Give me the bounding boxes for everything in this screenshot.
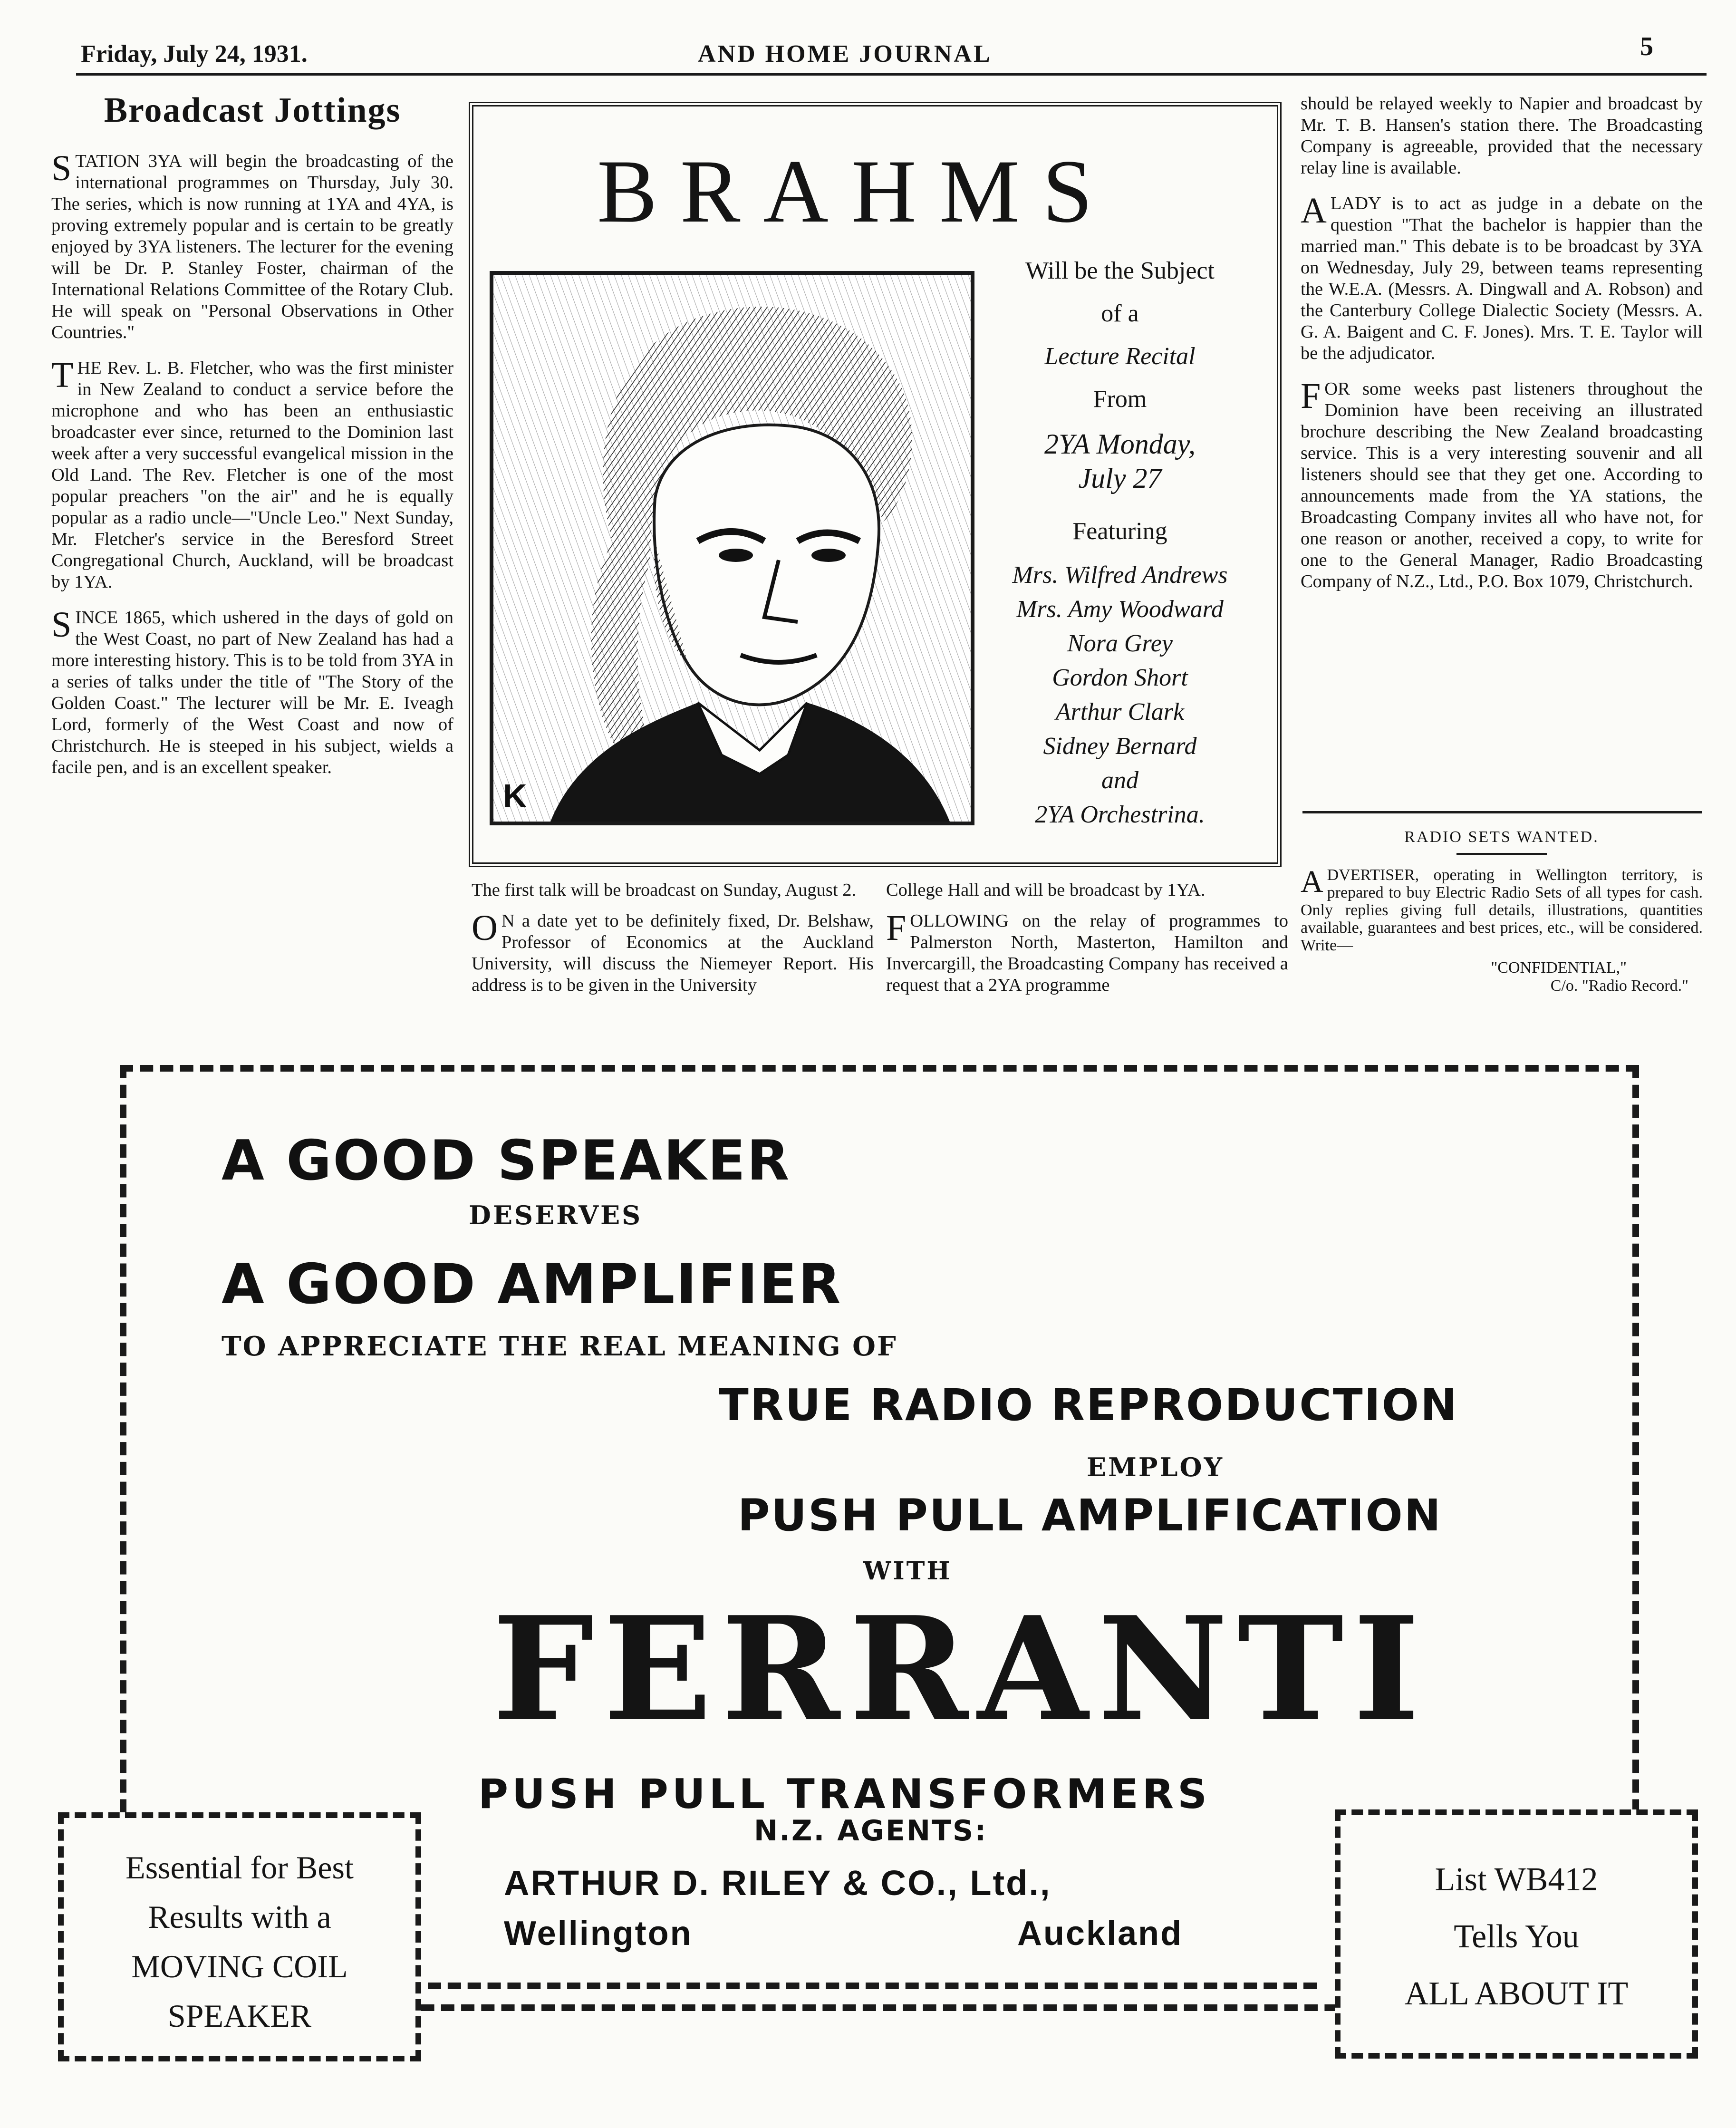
announcement-line: of a	[1101, 300, 1139, 327]
paragraph-text: HE Rev. L. B. Fletcher, who was the first minister in New Zealand to conduct a service before the microphone and who has been an enthusiastic broadcaster ever since, returned to the Dominion last week after a very successful evangelical mission in the Old Land. The Rev. Fletcher is one of the most popular preachers "on the air" and he is equally popular as a radio uncle—"Uncle Leo." Next Sunday, Mr. Fletcher's service in the Beresford Street Congregational Church, Auckland, will be broadcast by 1YA.	[51, 358, 453, 592]
featuring-label: Featuring	[1072, 518, 1167, 545]
journal-title: AND HOME JOURNAL	[698, 40, 992, 68]
drop-cap: F	[1301, 376, 1321, 416]
header-rule	[76, 73, 1707, 76]
drop-cap: A	[1301, 864, 1323, 899]
box-line: ALL ABOUT IT	[1404, 1975, 1629, 2012]
ad-line: DESERVES	[469, 1200, 643, 1230]
broadcast-jottings-column	[51, 91, 453, 793]
list-wb412-box	[1335, 1809, 1698, 2059]
wanted-body	[1301, 866, 1703, 954]
performer-name: Nora Grey	[1067, 630, 1173, 657]
box-line: Results with a	[148, 1899, 331, 1935]
paragraph-text: The first talk will be broadcast on Sunday, August 2.	[472, 880, 857, 900]
middle-paragraph	[472, 910, 874, 996]
announcement-line: Will be the Subject	[1025, 257, 1215, 284]
drop-cap: O	[472, 908, 498, 948]
performer-name: and	[1101, 767, 1138, 794]
ferranti-brand: FERRANTI	[492, 1585, 1429, 1753]
ad-line: TO APPRECIATE THE REAL MEANING OF	[222, 1331, 897, 1362]
paragraph-text: should be relayed weekly to Napier and broadcast by Mr. T. B. Hansen's station there. The Broadcasting Company is agreeable, provided that the necessary relay line is available.	[1301, 94, 1703, 178]
announcement-line: 2YA Monday,	[1044, 428, 1196, 460]
right-column	[1301, 93, 1703, 607]
ad-headline: A GOOD AMPLIFIER	[222, 1252, 842, 1316]
brahms-portrait-image	[493, 275, 971, 822]
announcement-line: From	[1093, 386, 1147, 413]
performer-name: Arthur Clark	[1055, 698, 1185, 725]
paragraph-text: LADY is to act as judge in a debate on the question "That the bachelor is happier than the married man." This debate is to be broadcast by 3YA on Wednesday, July 29, between teams representing the W.E.A. (Messrs. A. Dingwall and A. Robson) and the Canterbury College Dialectic Society (Messrs. A. G. A. Baigent and C. F. Jones). Mrs. T. E. Taylor will be the adjudicator.	[1301, 193, 1703, 363]
paragraph-text: OR some weeks past listeners throughout the Dominion have been receiving an illustrated brochure describing the New Zealand broadcasting service. This is a very interesting souvenir and all listeners should see that they get one. According to announcements made from the YA stations, the Broadcasting Company invites all who have not, for one reason or another, received a copy, to write for one to the General Manager, Radio Broadcasting Company of N.Z., Ltd., P.O. Box 1079, Christchurch.	[1301, 379, 1703, 591]
box-line: Essential for Best	[125, 1849, 354, 1886]
agent-city: Auckland	[1017, 1915, 1183, 1953]
paragraph-text: College Hall and will be broadcast by 1YA.	[886, 880, 1206, 900]
box-line: SPEAKER	[167, 1998, 312, 2034]
agent-city: Wellington	[504, 1915, 693, 1953]
wanted-address: C/o. "Radio Record."	[1550, 977, 1688, 995]
right-paragraph	[1301, 378, 1703, 592]
box-line: List WB412	[1435, 1861, 1598, 1898]
jottings-paragraph	[51, 148, 453, 343]
ad-subhead: PUSH PULL AMPLIFICATION	[738, 1490, 1442, 1541]
wanted-title: RADIO SETS WANTED.	[1404, 828, 1599, 846]
middle-left-column	[472, 880, 874, 1010]
right-paragraph	[1301, 193, 1703, 364]
drop-cap: S	[51, 605, 72, 645]
portrait-woodcut	[490, 271, 974, 825]
performer-name: Gordon Short	[1052, 664, 1188, 691]
drop-cap: T	[51, 355, 74, 395]
ad-subhead: PUSH PULL TRANSFORMERS	[478, 1770, 1211, 1818]
paragraph-text: DVERTISER, operating in Wellington territory, is prepared to buy Electric Radio Sets of all types for cash. Only replies giving full details, illustrations, quantities available, guarantees and best prices, etc., will be considered. Write—	[1301, 866, 1703, 954]
page-number: 5	[1640, 32, 1653, 61]
ad-headline: A GOOD SPEAKER	[222, 1129, 791, 1193]
announcement-line: Lecture Recital	[1044, 343, 1196, 370]
agents-label: N.Z. AGENTS:	[754, 1814, 988, 1847]
wanted-rule	[1456, 853, 1547, 855]
announcement-line: July 27	[1078, 463, 1162, 494]
drop-cap: S	[51, 148, 72, 188]
middle-right-column	[886, 880, 1288, 1010]
jottings-paragraph	[51, 607, 453, 778]
brahms-feature-box	[469, 102, 1282, 867]
jottings-paragraph	[51, 355, 453, 593]
middle-paragraph	[886, 910, 1288, 996]
artist-monogram: K	[503, 777, 527, 814]
wanted-signature: "CONFIDENTIAL,"	[1491, 959, 1627, 977]
paragraph-text: N a date yet to be definitely fixed, Dr. Belshaw, Professor of Economics at the Auckland University, will discuss the Niemeyer Report. His address is to be given in the University	[472, 911, 874, 995]
ad-bottom-border	[428, 1983, 1317, 1989]
jottings-title: Broadcast Jottings	[104, 91, 401, 130]
box-line: Tells You	[1454, 1918, 1579, 1955]
performer-name: Mrs. Wilfred Andrews	[1012, 561, 1228, 589]
performer-name: Mrs. Amy Woodward	[1016, 596, 1224, 623]
box-line: MOVING COIL	[131, 1948, 348, 1984]
recital-announcement	[973, 254, 1267, 832]
paragraph-text: INCE 1865, which ushered in the days of gold on the West Coast, no part of New Zealand has had a more interesting history. This is to be told from 3YA in a series of talks under the title of "The Story of the Golden Coast." The lecturer will be Mr. E. Iveagh Lord, formerly of the West Coast and now of Christchurch. He is steeped in his subject, wields a facile pen, and is an excellent speaker.	[51, 608, 453, 777]
drop-cap: F	[886, 908, 907, 948]
column-rule	[1302, 811, 1702, 813]
performer-list	[973, 558, 1267, 832]
performer-name: Sidney Bernard	[1043, 733, 1197, 760]
ad-subhead: TRUE RADIO REPRODUCTION	[719, 1380, 1459, 1431]
ad-line: WITH	[863, 1557, 952, 1586]
moving-coil-box	[58, 1812, 421, 2061]
paragraph-text: OLLOWING on the relay of programmes to Palmerston North, Masterton, Hamilton and Invercargill, the Broadcasting Company has received a request that a 2YA programme	[886, 911, 1288, 995]
performer-name: 2YA Orchestrina.	[1035, 801, 1205, 828]
paragraph-text: TATION 3YA will begin the broadcasting of the international programmes on Thursday, July 30. The series, which is now running at 1YA and 4YA, is proving extremely popular and is certain to be greatly enjoyed by 3YA listeners. The lecturer for the evening will be Dr. P. Stanley Foster, chairman of the International Relations Committee of the Rotary Club. He will speak on "Personal Observations in Other Countries."	[51, 151, 453, 342]
brahms-title: BRAHMS	[597, 142, 1116, 242]
ad-line: EMPLOY	[1087, 1452, 1225, 1482]
drop-cap: A	[1301, 191, 1327, 231]
radio-sets-wanted-ad	[1301, 828, 1703, 995]
agent-company: ARTHUR D. RILEY & CO., Ltd.,	[504, 1863, 1051, 1903]
issue-date: Friday, July 24, 1931.	[81, 40, 308, 68]
